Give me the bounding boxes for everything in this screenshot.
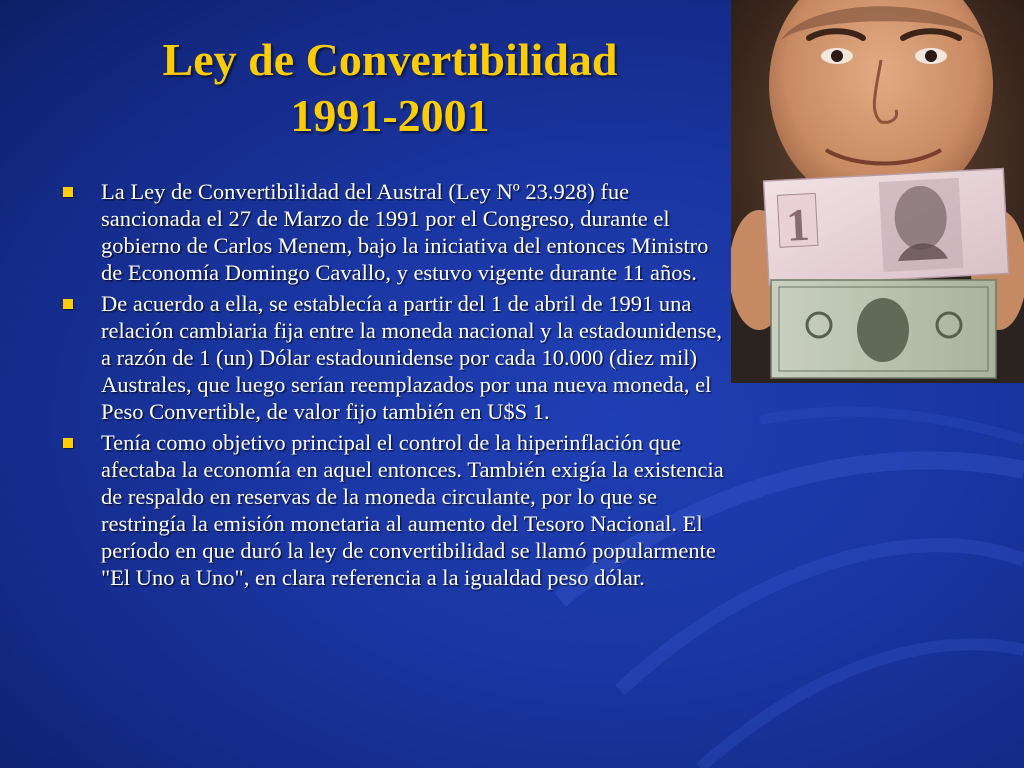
bullet-text: De acuerdo a ella, se establecía a partir del 1 de abril de 1991 una relación cambiaria fija entre la moneda nacional y la estadounidense, a razón de 1 (un) Dólar estadounidense por cada 10.000 (diez mil) Australes, que luego serían reemplazados por una nueva moneda, el Peso Convertible, de valor fijo también en U$S 1.: [101, 291, 722, 424]
slide-title-line: 1991-2001: [290, 90, 490, 141]
portrait-illustration: [731, 0, 1024, 383]
bullet-item: [60, 429, 730, 591]
bullet-text: La Ley de Convertibilidad del Austral (Ley Nº 23.928) fue sancionada el 27 de Marzo de 1991 por el Congreso, durante el gobierno de Carlos Menem, bajo la iniciativa del entonces Ministro de Economía Domingo Cavallo, y estuvo vigente durante 11 años.: [101, 179, 709, 285]
peso-note-value: 1: [785, 198, 811, 251]
portrait-photo: [731, 0, 1024, 383]
square-bullet-icon: [63, 438, 73, 448]
bullet-text: Tenía como objetivo principal el control de la hiperinflación que afectaba la economía en aquel entonces. También exigía la existencia de respaldo en reservas de la moneda circulante, por lo que se restringía la emisión monetaria al aumento del Tesoro Nacional. El período en que duró la ley de convertibilidad se llamó popularmente "El Uno a Uno", en clara referencia a la igualdad peso dólar.: [101, 430, 724, 590]
square-bullet-icon: [63, 187, 73, 197]
bullet-item: [60, 178, 730, 286]
slide-title-line: Ley de Convertibilidad: [162, 34, 618, 85]
square-bullet-icon: [63, 299, 73, 309]
bullet-list: [60, 178, 730, 595]
slide-title: [40, 32, 740, 144]
bullet-item: [60, 290, 730, 425]
